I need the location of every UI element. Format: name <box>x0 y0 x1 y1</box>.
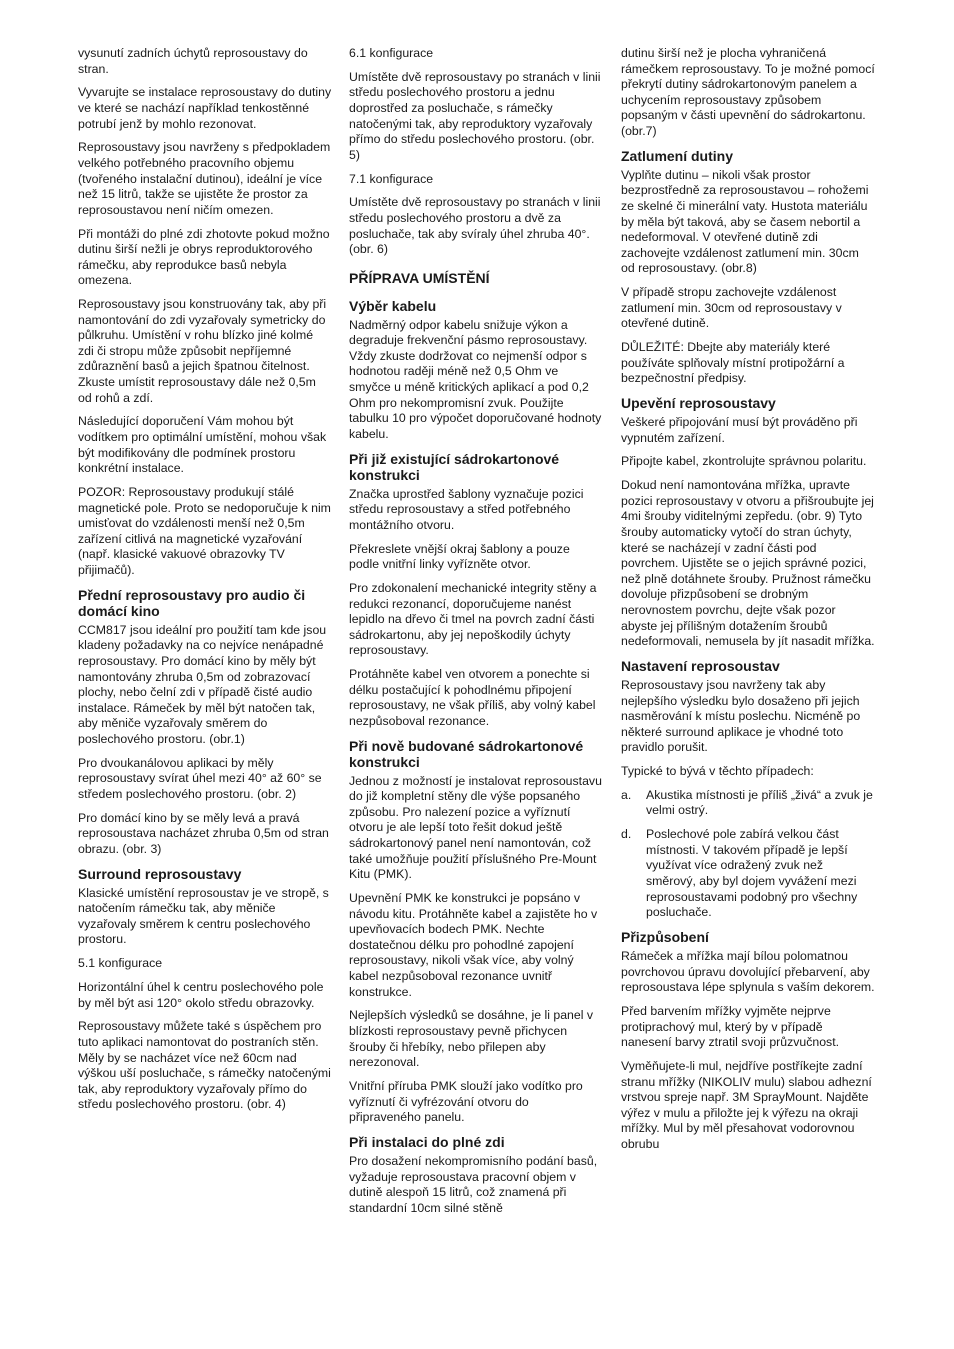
paragraph: Jednou z možností je instalovat reprosoustavu do již kompletní stěny dle výše popsaného způsobu. Pro nalezení pozice a vyříznutí otvoru je ale lepší toto řešit dokud ještě sádrokartonový panel není namontován, což také umožňuje použití příslušného Pre-Mount Kitu (PMK). <box>349 773 602 882</box>
paragraph: Nejlepších výsledků se dosáhne, je li panel v blízkosti reprosoustavy pevně přichycen šrouby či hřebíky, nebo přilepen aby nerezonoval. <box>349 1008 594 1070</box>
list-marker: d. <box>621 827 632 842</box>
list-marker: a. <box>621 787 632 802</box>
paragraph: Připojte kabel, zkontrolujte správnou polaritu. <box>621 454 867 469</box>
paragraph: Při montáži do plné zdi zhotovte pokud možno dutinu širší nežli je obrys reproduktorového rámečku, aby reprodukce basů nebyla omezena. <box>78 226 330 288</box>
paragraph: V případě stropu zachovejte vzdálenost zatlumení min. 30cm od reprosoustavy v otevřené dutině. <box>621 285 842 331</box>
section-heading: Nastavení reprosoustav <box>621 657 780 674</box>
list-item-text: Akustika místnosti je příliš „živá“ a zvuk je velmi ostrý. <box>646 787 873 818</box>
paragraph: Umístěte dvě reprosoustavy po stranách v linii středu poslechového prostoru a jednu doprostřed za posluchače, s rámečky natočenými tak, aby reproduktory vyzařovaly přímo do středu poslechového prostoru. (obr. 5) <box>349 69 601 162</box>
paragraph: Protáhněte kabel ven otvorem a ponechte si délku postačující k pohodlnému připojení reprosoustavy, ne však příliš, aby volný kabel nezpůsoboval rezonance. <box>349 667 596 728</box>
column-right <box>621 46 875 1161</box>
section-heading: Přední reprosoustavy pro audio či domácí kino <box>78 586 306 619</box>
paragraph: vysunutí zadních úchytů reprosoustavy do stran. <box>78 46 308 76</box>
paragraph: Reprosoustavy můžete také s úspěchem pro tuto aplikaci namontovat do postraních stěn. Měly by se nacházet více než 60cm nad výškou uší posluchače, s rámečky natočenými tak, aby reproduktory vyzařovaly přímo do středu poslechového prostoru. (obr. 4) <box>78 1019 331 1112</box>
paragraph: Vnitřní příruba PMK slouží jako vodítko pro vyříznutí či vyfrézování otvoru do připraveného panelu. <box>349 1078 583 1125</box>
paragraph: Reprosoustavy jsou navrženy tak aby nejlepšího výsledku bylo dosaženo při jejich nasměrování k místu poslechu. Nicméně po některé surround aplikace je vhodné toto pravidlo porušit. <box>621 677 861 755</box>
section-heading: Při nově budované sádrokartonové konstrukci <box>349 737 584 770</box>
paragraph: Horizontální úhel k centru poslechového pole by měl být asi 120° okolo středu obrazovky. <box>78 979 324 1010</box>
column-middle <box>349 46 603 1224</box>
paragraph: Klasické umístění reprosoustav je ve stropě, s natočením rámečku tak, aby měniče vyzařovaly směrem k centru poslechového prostoru. <box>78 885 329 947</box>
column-left <box>78 46 332 1121</box>
paragraph: Reprosoustavy jsou konstruovány tak, aby při namontování do zdi vyzařovaly symetricky do půlkruhu. Umístění v rohu blízko jiné kolmé zdi či stropu může způsobit nepříjemné zdůraznění basů a jejich špatnou čitelnost. Zkuste umístit reprosoustavy dále než 0,5m od rohů a zdí. <box>78 297 327 405</box>
paragraph: Před barvením mřížky vyjměte nejprve protiprachový mul, který by v případě nanesení barvy ztratil svoji průzvučnost. <box>621 1003 840 1050</box>
paragraph: Rámeček a mřížka mají bílou polomatnou povrchovou úpravu dovolující přebarvení, aby reprosoustava lépe splynula s vaším dekorem. <box>621 948 875 995</box>
paragraph: POZOR: Reprosoustavy produkují stálé magnetické pole. Proto se nedoporučuje k nim umisťovat do vzdálenosti menší než 0,5m zařízení citlivá na magnetické vyzařování (např. klasické vakuové obrazovky TV přijimačů). <box>78 484 331 577</box>
section-heading: Při instalaci do plné zdi <box>349 1133 505 1150</box>
paragraph: Vyvarujte se instalace reprosoustavy do dutiny ve které se nachází například tenkostěnné potrubí jenž by mohlo rezonovat. <box>78 85 332 131</box>
paragraph: 5.1 konfigurace <box>78 956 163 971</box>
list-item <box>621 827 875 921</box>
paragraph: Pro dvoukanálovou aplikaci by měly reprosoustavy svírat úhel mezi 40° až 60° se středem poslechového prostoru. (obr. 2) <box>78 755 322 801</box>
paragraph: DŮLEŽITÉ: Dbejte aby materiály které používáte splňovaly místní protipožární a bezpečnostní předpisy. <box>621 340 845 386</box>
list-item <box>621 788 875 819</box>
paragraph: Umístěte dvě reprosoustavy po stranách v linii středu poslechového prostoru a dvě za posluchače, tak aby svíraly úhel zhruba 40°. (obr. 6) <box>349 195 601 257</box>
section-heading: Výběr kabelu <box>349 297 437 314</box>
paragraph: CCM817 jsou ideální pro použití tam kde jsou kladeny požadavky na co nejvíce nenápadné reprosoustavy. Pro domácí kino by měly být namontovány zhruba 0,5m od zobrazovací plochy, nebo čelní zdi v případě čisté audio instalace. Rámeček by měl být natočen tak, aby měniče vyzařovaly směrem do poslechového prostoru. (obr.1) <box>78 622 327 746</box>
paragraph: Dokud není namontována mřížka, upravte pozici reprosoustavy v otvoru a přišroubujte jej 4mi šrouby viditelnými zepředu. (obr. 9) Tyto šrouby automaticky vytočí do stran úchyty, které se nacházejí v zadní části pod povrchem. Ujistěte se o jejich správné pozici, než plně dotáhnete šrouby. Pružnost rámečku dovoluje přizpůsobení se drobným nerovnostem povrchu, dejte však pozor abyste jej přílišným dotažením šroubů nedeformovali, nemusela by jít nasadit mřížka. <box>621 478 875 649</box>
section-heading: Přizpůsobení <box>621 928 709 945</box>
section-heading: Při již existující sádrokartonové konstrukci <box>349 450 560 483</box>
paragraph: Pro zdokonalení mechanické integrity stěny a redukci rezonancí, doporučujeme nanést lepidlo na dřevo či tmel na povrch zadní části sádrokartonu, aby jej nepoškodily úchyty reprosoustavy. <box>349 580 597 658</box>
section-heading: Upevění reprosoustavy <box>621 395 776 412</box>
paragraph: Typické to bývá v těchto případech: <box>621 764 814 779</box>
paragraph: Pro dosažení nekompromisního podání basů, vyžaduje reprosoustava pracovní objem v dutině alespoň 15 litrů, což znamená při standardní 10cm silné stěně <box>349 1153 598 1215</box>
paragraph: Vyplňte dutinu – nikoli však prostor bezprostředně za reprosoustavou – rohožemi ze skelné či minerální vaty. Hustota materiálu by měla být taková, aby se časem nebortil a nedeformoval. V otevřené dutině zdi zachovejte vzdálenost zatlumení min. 30cm od reprosoustavy. (obr.8) <box>621 167 869 276</box>
paragraph: 7.1 konfigurace <box>349 171 434 186</box>
paragraph: Veškeré připojování musí být prováděno při vypnutém zařízení. <box>621 415 858 445</box>
section-heading: Surround reprosoustavy <box>78 865 242 882</box>
paragraph: Nadměrný odpor kabelu snižuje výkon a degraduje frekvenční pásmo reprosoustavy. Vždy zkuste dodržovat co nejmenší odpor s hodnotou raději méně než 0,5 Ohm ve smyčce u méně kritických aplikací a pod 0,2 Ohm pro nekompromisní zvuk. Použijte tabulku 10 pro výpočet doporučované hodnoty kabelu. <box>349 317 602 441</box>
paragraph: Překreslete vnější okraj šablony a pouze podle vnitřní linky vyřízněte otvor. <box>349 541 570 572</box>
paragraph: dutinu širší než je plocha vyhraničená rámečkem reprosoustavy. To je možné pomocí překrytí dutiny sádrokartonovým panelem a uchycením reprosoustavy způsobem popsaným v části upevnění do sádrokartonu. (obr.7) <box>621 46 875 138</box>
paragraph: Pro domácí kino by se měly levá a pravá reprosoustava nacházet zhruba 0,5m od stran obrazu. (obr. 3) <box>78 810 329 856</box>
paragraph: Vyměňujete-li mul, nejdříve postříkejte zadní stranu mřížky (NIKOLIV mulu) slabou adhezní vrstvou spreje např. 3M SprayMount. Najděte výřez v mulu a přiložte jej k výřezu na okraji mřížky. Mul by měl přesahovat vodorovnou obrubu <box>621 1058 872 1151</box>
paragraph: Značka uprostřed šablony vyznačuje pozici středu reprosoustavy a střed potřebného montážního otvoru. <box>349 486 584 532</box>
paragraph: Upevnění PMK ke konstrukci je popsáno v návodu kitu. Protáhněte kabel a zajistěte ho v upevňovacích bodech PMK. Nechte dostatečnou délku pro pohodlné zapojení reprosoustavy, nikoli však více, aby volný kabel nezpůsoboval rezonance uvnitř konstrukce. <box>349 891 598 999</box>
paragraph: Reprosoustavy jsou navrženy s předpokladem velkého potřebného pracovního objemu (tvořeného instalační dutinou), ideální je více než 15 litrů, takže se ujistěte že prostor za reprosoustavou není ničím omezen. <box>78 140 331 217</box>
chapter-heading: PŘÍPRAVA UMÍSTĚNÍ <box>349 269 490 286</box>
paragraph: Následující doporučení Vám mohou být vodítkem pro optimální umístění, mohou však být modifikovány dle podmínek prostoru konkrétní instalace. <box>78 414 327 476</box>
paragraph: 6.1 konfigurace <box>349 46 434 60</box>
list-item-text: Poslechové pole zabírá velkou část místnosti. V takovém případě je lepší využívat více odražený zvuk než směrový, aby byl dojem vyvážení mezi reprosoustavami podobný pro všechny posluchače. <box>646 827 858 920</box>
section-heading: Zatlumení dutiny <box>621 147 733 164</box>
